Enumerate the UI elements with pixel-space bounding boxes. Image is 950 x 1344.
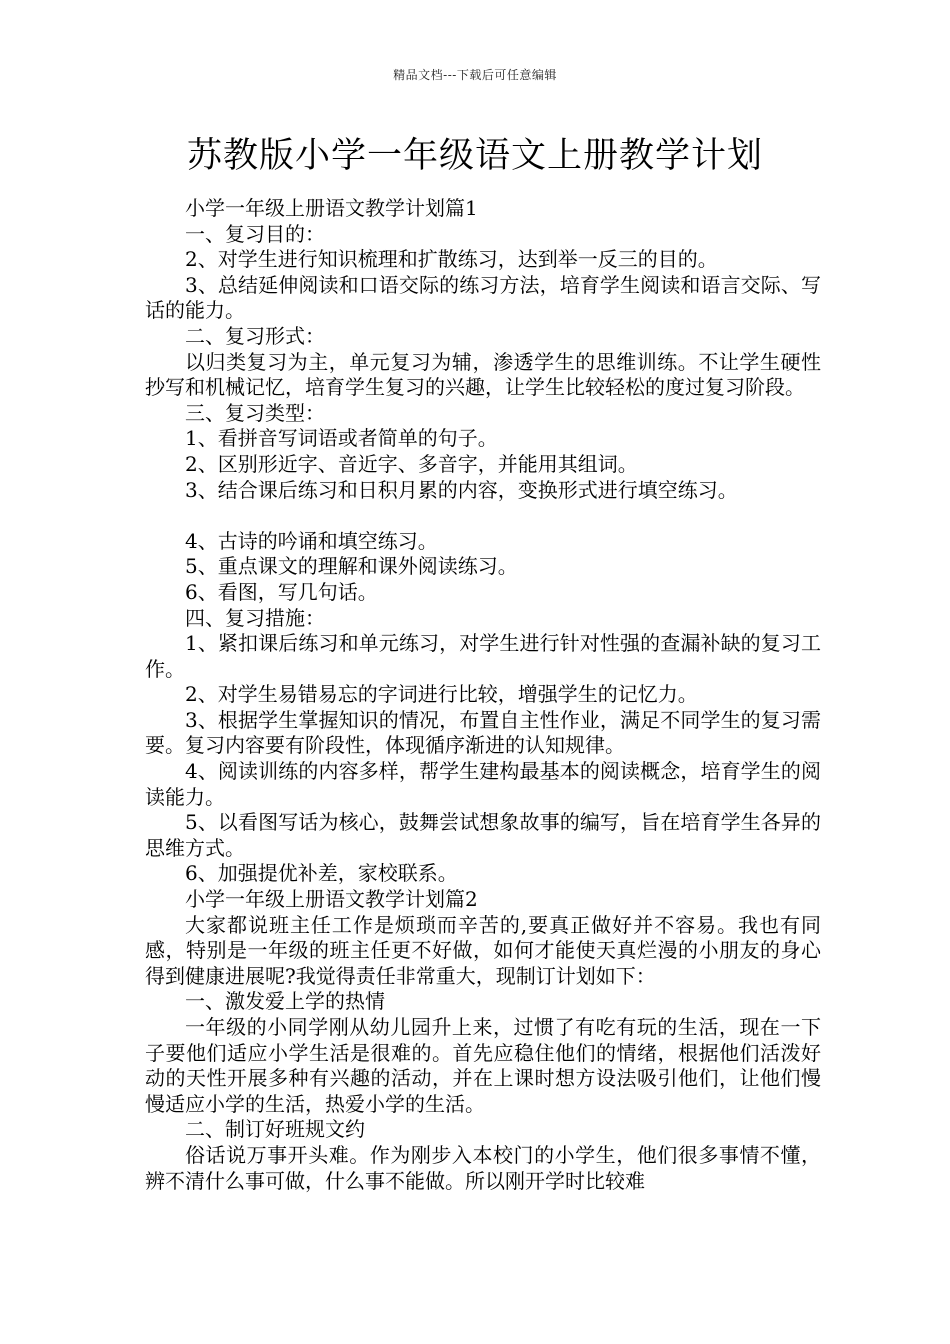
blank-line (145, 503, 821, 529)
paragraph: 4、古诗的吟诵和填空练习。 (185, 528, 438, 553)
paragraph: 俗话说万事开头难。作为刚步入本校门的小学生，他们很多事情不懂，辨不清什么事可做，什么事不能做。所以刚开学时比较难 (145, 1142, 821, 1193)
paragraph: 2、区别形近字、音近字、多音字，并能用其组词。 (185, 451, 638, 476)
paragraph: 大家都说班主任工作是烦琐而辛苦的,要真正做好并不容易。我也有同感，特别是一年级的班主任更不好做，如何才能使天真烂漫的小朋友的身心得到健康进展呢?我觉得责任非常重大，现制订计划如下： (145, 912, 821, 988)
paragraph: 5、以看图写话为核心，鼓舞尝试想象故事的编写，旨在培育学生各异的思维方式。 (145, 810, 821, 860)
paragraph: 二、制订好班规文约 (185, 1117, 365, 1142)
paragraph: 四、复习措施： (185, 605, 325, 630)
paragraph: 3、总结延伸阅读和口语交际的练习方法，培育学生阅读和语言交际、写话的能力。 (145, 272, 821, 323)
paragraph: 一、激发爱上学的热情 (185, 989, 385, 1014)
paragraph: 一、复习目的： (185, 221, 325, 246)
paragraph: 1、紧扣课后练习和单元练习，对学生进行针对性强的查漏补缺的复习工作。 (145, 631, 821, 681)
paragraph: 小学一年级上册语文教学计划篇2 (185, 887, 478, 912)
paragraph: 1、看拼音写词语或者简单的句子。 (185, 426, 498, 451)
paragraph: 5、重点课文的理解和课外阅读练习。 (185, 554, 518, 579)
paragraph: 一年级的小同学刚从幼儿园升上来，过惯了有吃有玩的生活，现在一下子要他们适应小学生活是很难的。首先应稳住他们的情绪，根据他们活泼好动的天性开展多种有兴趣的活动，并在上课时想方设法吸引他们，让他们慢慢适应小学的生活，热爱小学的生活。 (145, 1015, 821, 1116)
paragraph: 小学一年级上册语文教学计划篇1 (185, 196, 478, 220)
paragraph: 6、加强提优补差，家校联系。 (185, 861, 458, 886)
document-title: 苏教版小学一年级语文上册教学计划 (186, 136, 763, 176)
paragraph: 3、结合课后练习和日积月累的内容，变换形式进行填空练习。 (185, 477, 738, 502)
paragraph: 3、根据学生掌握知识的情况，布置自主性作业，满足不同学生的复习需要。复习内容要有阶段性，体现循序渐进的认知规律。 (145, 707, 821, 758)
paragraph: 2、对学生进行知识梳理和扩散练习，达到举一反三的目的。 (185, 247, 718, 272)
paragraph: 二、复习形式： (185, 323, 325, 348)
paragraph: 2、对学生易错易忘的字词进行比较，增强学生的记忆力。 (185, 682, 698, 707)
paragraph: 三、复习类型： (185, 400, 325, 425)
page-header-note: 精品文档---下载后可任意编辑 (393, 68, 557, 82)
document-body (145, 196, 821, 1194)
paragraph: 4、阅读训练的内容多样，帮学生建构最基本的阅读概念，培育学生的阅读能力。 (145, 759, 821, 809)
paragraph: 6、看图，写几句话。 (185, 579, 378, 604)
paragraph: 以归类复习为主，单元复习为辅，渗透学生的思维训练。不让学生硬性抄写和机械记忆，培育学生复习的兴趣，让学生比较轻松的度过复习阶段。 (145, 349, 821, 400)
